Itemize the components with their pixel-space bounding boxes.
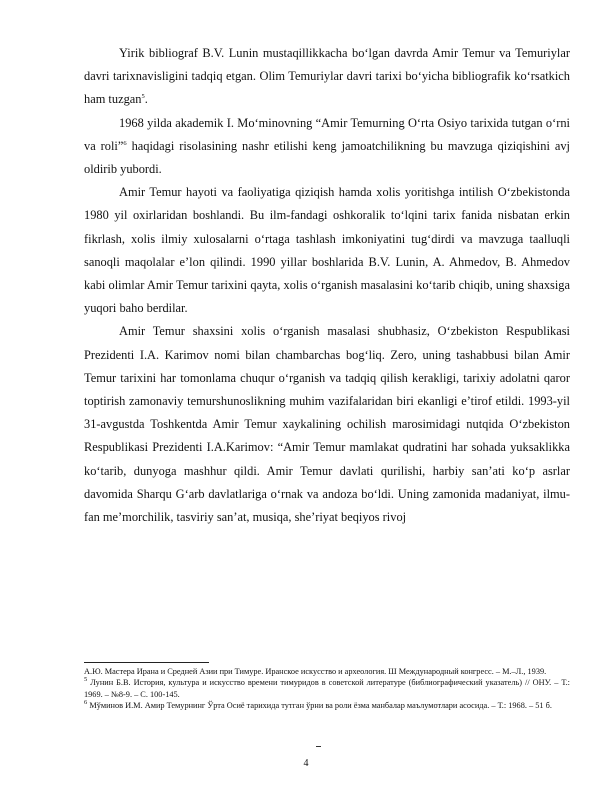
footnotes: [84, 666, 570, 712]
footnote-6: $^6$ Мўминов И.М. Амир Темурнинг Ўрта Осиё тарихида тутган ўрни ва роли ёзма манбалар маълумотлари асосида. – Т.: 1968. – 51 б.: [84, 699, 552, 711]
page-dash: [316, 746, 321, 747]
footnote-ref-5: 5: [141, 93, 145, 101]
footnote-5: $^5$ Лунин Б.В. История, культура и искусство времени тимуридов в советской литературе (библиографический указатель) // ОНУ. – Т.: 1969. – №8-9. – С. 100-145.: [84, 676, 570, 699]
footnote-continued: А.Ю. Мастера Ирана и Средней Азии при Тимуре. Иранское искусство и археология. Ш Международный конгресс. – М.–Л., 1939.: [84, 667, 547, 676]
paragraph-3: Amir Temur hayoti va faoliyatiga qiziqish hamda xolis yoritishga intilish O‘zbekistonda 1980 yil oxirlaridan boshlandi. Bu ilm-fandagi oshkoralik to‘lqini tarix fanida nisbatan erkin fikrlash, xolis ilmiy xulosalarni o‘rtaga tashlash imkoniyatini tug‘dirdi va mavzuga taalluqli sanoqli maqolalar e’lon qilindi. 1990 yillar boshlarida B.V. Lunin, A. Ahmedov, B. Ahmedov kabi olimlar Amir Temur tarixini qayta, xolis o‘rganish masalasini ko‘tarib chiqib, uning shaxsiga yuqori baho berdilar.: [84, 185, 570, 316]
paragraph-2: 1968 yilda akademik I. Mo‘minovning “Amir Temurning O‘rta Osiyo tarixida tutgan o‘rni va roli”$^6$ haqidagi risolasining nashr etilishi keng jamoatchilikning bu mavzuga qiziqishini avj oldirib yubordi.: [84, 115, 570, 177]
body-text: [84, 42, 570, 529]
footnote-divider: [84, 662, 209, 663]
paragraph-4: Amir Temur shaxsini xolis o‘rganish masalasi shubhasiz, O‘zbekiston Respublikasi Prezidenti I.A. Karimov nomi bilan chambarchas bog‘liq. Zero, uning tashabbusi bilan Amir Temur tarixini har tomonlama chuqur o‘rganish va tadqiq qilish kerakligi, tarixiy adolatni qaror toptirish zamonaviy temurshunoslikning muhim vazifalaridan biri ekanligi e’tirof etildi. 1993-yil 31-avgustda Toshkentda Amir Temur xaykalining ochilish marosimidagi nutqida O‘zbekiston Respublikasi Prezidenti I.A.Karimov: “Amir Temur mamlakat qudratini har sohada yuksaklikka ko‘tarib, dunyoga mashhur qildi. Amir Temur davlati qurilishi, harbiy san’ati ko‘p asrlar davomida Sharqu G‘arb davlatlariga o‘rnak va andoza bo‘ldi. Uning zamonida madaniyat, ilmu-fan me’morchilik, tasviriy san’at, musiqa, she’riyat beqiyos rivoj: [84, 324, 570, 525]
page-number: 4: [303, 758, 309, 769]
footnote-ref-6: 6: [123, 139, 127, 147]
paragraph-1: Yirik bibliograf B.V. Lunin mustaqillikkacha bo‘lgan davrda Amir Temur va Temuriylar davri tarixnavisligini tadqiq etgan. Olim Temuriylar davri tarixi bo‘yicha bibliografik ko‘rsatkich ham tuzgan$^5$.: [84, 46, 570, 107]
